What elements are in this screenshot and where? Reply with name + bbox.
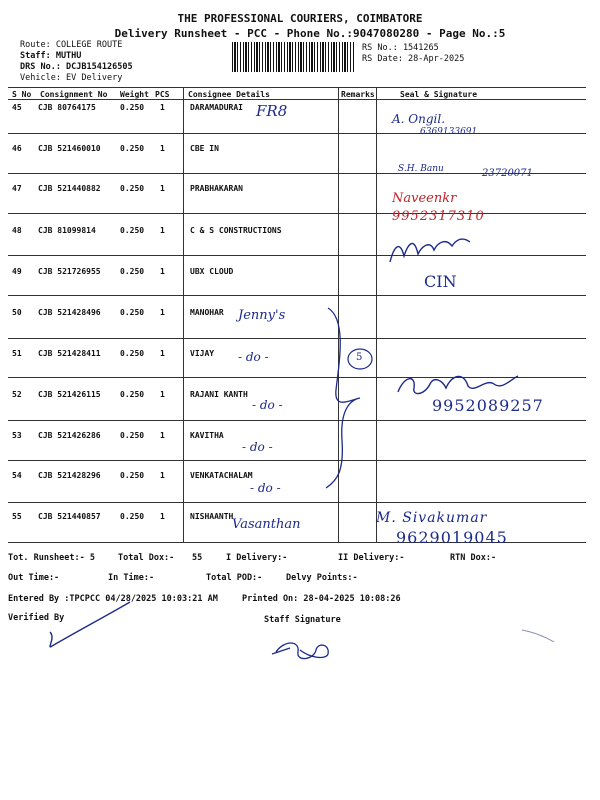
row-pcs: 1 (160, 390, 165, 399)
row-sno: 48 (12, 226, 22, 235)
row-consignee: VENKATACHALAM (190, 471, 253, 480)
total-runsheet: Tot. Runsheet:- 5 (8, 553, 95, 563)
barcode (232, 42, 354, 72)
row-sno: 52 (12, 390, 22, 399)
row-weight: 0.250 (120, 226, 145, 235)
row-weight: 0.250 (120, 390, 145, 399)
row-consignment: CJB 521426286 (38, 431, 101, 440)
runsheet-subtitle: Delivery Runsheet - PCC - Phone No.:9047080280 - Page No.:5 (114, 27, 506, 40)
handwritten-ditto: - do - (250, 481, 281, 495)
row-weight: 0.250 (120, 267, 145, 276)
row-pcs: 1 (160, 471, 165, 480)
handwritten-ditto: - do - (242, 440, 273, 454)
handwritten-phone: 6369133691. (420, 127, 481, 137)
staff-label: Staff: MUTHU (20, 51, 82, 61)
row-consignee: MANOHAR (190, 308, 224, 317)
row-consignment: CJB 521426115 (38, 390, 101, 399)
total-dox-label: Total Dox:- (118, 553, 175, 563)
handwritten-note-fr8: FR8 (256, 102, 288, 120)
rs-number: RS No.: 1541265 (362, 43, 439, 53)
verified-by: Verified By (8, 613, 65, 623)
handwritten-ditto: - do - (252, 398, 283, 412)
col-remarks: Remarks (341, 90, 375, 99)
delivery-points: Delvy Points:- (286, 573, 358, 583)
row-consignee: RAJANI KANTH (190, 390, 248, 399)
row-weight: 0.250 (120, 431, 145, 440)
row-weight: 0.250 (120, 471, 145, 480)
handwritten-signature: M. Sivakumar (376, 510, 488, 526)
out-time: Out Time:- (8, 573, 60, 583)
row-consignee: PRABHAKARAN (190, 184, 243, 193)
col-weight: Weight (120, 90, 149, 99)
row-weight: 0.250 (120, 184, 145, 193)
handwritten-note: Vasanthan (232, 517, 301, 532)
row-sno: 46 (12, 144, 22, 153)
row-pcs: 1 (160, 103, 165, 112)
row-sno: 53 (12, 431, 22, 440)
row-consignee: UBX CLOUD (190, 267, 234, 276)
verifier-signature-scribble (36, 596, 136, 656)
in-time: In Time:- (108, 573, 155, 583)
i-delivery: I Delivery:- (226, 553, 288, 563)
row-pcs: 1 (160, 184, 165, 193)
vehicle-label: Vehicle: EV Delivery (20, 73, 123, 83)
row-sno: 50 (12, 308, 22, 317)
handwritten-signature: Naveenkr (392, 191, 457, 206)
handwritten-note: Jenny's (238, 308, 286, 323)
row-pcs: 1 (160, 226, 165, 235)
row-consignment: CJB 521726955 (38, 267, 101, 276)
printed-on: Printed On: 28-04-2025 10:08:26 (242, 594, 401, 604)
row-consignment: CJB 81099814 (38, 226, 96, 235)
total-pod: Total POD:- (206, 573, 263, 583)
handwritten-phone: 9952089257 (432, 396, 544, 415)
row-consignment: CJB 521428296 (38, 471, 101, 480)
row-consignee: KAVITHA (190, 431, 224, 440)
handwritten-phone: 9952317310 (392, 209, 485, 224)
row-consignee: DARAMADURAI (190, 103, 243, 112)
row-pcs: 1 (160, 308, 165, 317)
row-sno: 45 (12, 103, 22, 112)
col-pcs: PCS (155, 90, 170, 99)
row-weight: 0.250 (120, 512, 145, 521)
row-sno: 51 (12, 349, 22, 358)
row-pcs: 1 (160, 144, 165, 153)
circled-count-value: 5 (356, 352, 363, 363)
row-pcs: 1 (160, 431, 165, 440)
rs-date: RS Date: 28-Apr-2025 (362, 54, 465, 64)
route-label: Route: COLLEGE ROUTE (20, 40, 123, 50)
row-consignment: CJB 80764175 (38, 103, 96, 112)
drs-number: DRS No.: DCJB154126505 (20, 62, 133, 72)
row-consignment: CJB 521440882 (38, 184, 101, 193)
row-consignee: NISHAANTH (190, 512, 234, 521)
row-consignment: CJB 521428411 (38, 349, 101, 358)
rtn-dox: RTN Dox:- (450, 553, 497, 563)
handwritten-phone: 9629019045 (396, 528, 508, 547)
row-weight: 0.250 (120, 349, 145, 358)
row-sno: 54 (12, 471, 22, 480)
row-consignee: C & S CONSTRUCTIONS (190, 226, 282, 235)
row-sno: 47 (12, 184, 22, 193)
total-dox-value: 55 (192, 553, 203, 563)
row-pcs: 1 (160, 349, 165, 358)
row-consignment: CJB 521428496 (38, 308, 101, 317)
row-sno: 49 (12, 267, 22, 276)
handwritten-phone: 23720071 (482, 168, 533, 179)
bracket-mark (320, 300, 380, 500)
row-consignment: CJB 521440857 (38, 512, 101, 521)
row-weight: 0.250 (120, 308, 145, 317)
handwritten-signature: S.H. Banu (398, 164, 444, 174)
row-consignee: CBE IN (190, 144, 219, 153)
row-pcs: 1 (160, 512, 165, 521)
row-weight: 0.250 (120, 144, 145, 153)
company-title: THE PROFESSIONAL COURIERS, COIMBATORE (177, 12, 423, 25)
row-weight: 0.250 (120, 103, 145, 112)
stray-mark (520, 626, 560, 646)
row-pcs: 1 (160, 267, 165, 276)
row-consignee: VIJAY (190, 349, 215, 358)
staff-signature-label: Staff Signature (264, 615, 341, 625)
handwritten-ditto: - do - (238, 350, 269, 364)
handwritten-signature-scribble (386, 226, 476, 266)
row-consignment: CJB 521460010 (38, 144, 101, 153)
col-consignee: Consignee Details (188, 90, 270, 99)
handwritten-signature-scribble (394, 366, 524, 400)
col-sno: S No (12, 90, 32, 99)
ii-delivery: II Delivery:- (338, 553, 405, 563)
col-signature: Seal & Signature (400, 90, 478, 99)
col-consignment: Consignment No (40, 90, 108, 99)
handwritten-signature: CIN (424, 272, 457, 291)
entered-by: Entered By :TPCPCC 04/28/2025 10:03:21 AM (8, 594, 218, 604)
staff-signature-scribble (270, 634, 340, 664)
row-sno: 55 (12, 512, 22, 521)
handwritten-signature: A. Ongil. (392, 112, 446, 126)
